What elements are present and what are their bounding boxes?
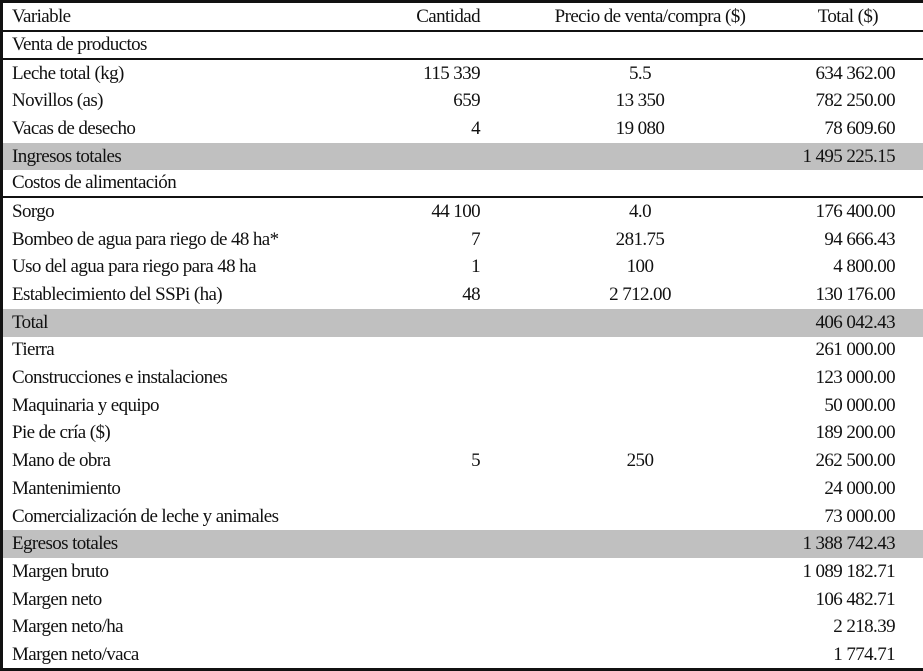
table-header — [3, 3, 923, 32]
cell-variable: Uso del agua para riego para 48 ha — [12, 256, 256, 278]
cell-total: 1 495 225.15 — [802, 145, 895, 167]
cell-variable: Total — [12, 311, 48, 333]
cell-variable: Establecimiento del SSPi (ha) — [12, 284, 223, 306]
table-row — [3, 475, 923, 503]
cell-variable: Mantenimiento — [12, 477, 121, 499]
cell-variable: Margen neto/vaca — [12, 643, 139, 665]
cell-total: 4 800.00 — [833, 256, 895, 278]
cell-cantidad: 44 100 — [431, 200, 480, 222]
table-row — [3, 364, 923, 392]
table-row — [3, 392, 923, 420]
table-row — [3, 198, 923, 226]
cell-variable: Sorgo — [12, 200, 55, 222]
cell-total: 261 000.00 — [815, 339, 895, 361]
cell-total: 1 388 742.43 — [802, 533, 895, 555]
cell-total: 94 666.43 — [824, 228, 895, 250]
table-row — [3, 254, 923, 282]
cell-total: 1 774.71 — [833, 643, 895, 665]
cell-precio: 250 — [626, 450, 654, 472]
cell-variable: Margen bruto — [12, 560, 109, 582]
header-total: Total ($) — [817, 5, 878, 27]
cell-total: 406 042.43 — [815, 311, 895, 333]
table-row — [3, 503, 923, 531]
table-row — [3, 586, 923, 614]
cell-cantidad: 48 — [462, 284, 480, 306]
cell-variable: Costos de alimentación — [12, 172, 177, 194]
cell-precio: 281.75 — [615, 228, 665, 250]
cell-total: 130 176.00 — [815, 284, 895, 306]
cell-variable: Margen neto — [12, 588, 102, 610]
cell-total: 176 400.00 — [815, 200, 895, 222]
table-row — [3, 281, 923, 309]
cell-total: 1 089 182.71 — [802, 560, 895, 582]
section-row — [3, 170, 923, 198]
table-row — [3, 641, 923, 669]
header-precio: Precio de venta/compra ($) — [554, 5, 746, 27]
cell-variable: Egresos totales — [12, 533, 118, 555]
cell-cantidad: 4 — [471, 117, 480, 139]
cell-precio: 4.0 — [629, 200, 651, 222]
cell-total: 123 000.00 — [815, 367, 895, 389]
cell-variable: Tierra — [12, 339, 55, 361]
cell-total: 24 000.00 — [824, 477, 895, 499]
total-row — [3, 530, 923, 558]
cell-precio: 5.5 — [629, 62, 651, 84]
table-row — [3, 337, 923, 365]
cell-cantidad: 5 — [471, 450, 480, 472]
table-row — [3, 420, 923, 448]
cell-variable: Margen neto/ha — [12, 616, 124, 638]
section-row — [3, 32, 923, 60]
cell-variable: Novillos (as) — [12, 90, 103, 112]
cell-variable: Maquinaria y equipo — [12, 394, 159, 416]
cell-precio: 19 080 — [615, 117, 665, 139]
cell-total: 189 200.00 — [815, 422, 895, 444]
table-row — [3, 558, 923, 586]
cell-total: 50 000.00 — [824, 394, 895, 416]
cell-variable: Comercialización de leche y animales — [12, 505, 279, 527]
cell-variable: Construcciones e instalaciones — [12, 367, 228, 389]
cell-variable: Venta de productos — [12, 33, 147, 55]
cell-cantidad: 115 339 — [423, 62, 480, 84]
cell-cantidad: 659 — [453, 90, 480, 112]
cell-total: 73 000.00 — [824, 505, 895, 527]
cell-total: 2 218.39 — [833, 616, 895, 638]
table-row — [3, 226, 923, 254]
cell-precio: 13 350 — [615, 90, 665, 112]
cell-variable: Vacas de desecho — [12, 117, 136, 139]
cell-total: 262 500.00 — [815, 450, 895, 472]
table-row — [3, 613, 923, 641]
cell-total: 78 609.60 — [824, 117, 895, 139]
table-body — [3, 32, 923, 669]
cell-total: 782 250.00 — [815, 90, 895, 112]
table-row — [3, 115, 923, 143]
cell-variable: Leche total (kg) — [12, 62, 124, 84]
cell-variable: Ingresos totales — [12, 145, 122, 167]
cell-variable: Pie de cría ($) — [12, 422, 111, 444]
cell-cantidad: 7 — [471, 228, 480, 250]
cell-total: 634 362.00 — [815, 62, 895, 84]
table-row — [3, 60, 923, 88]
header-variable: Variable — [12, 5, 71, 27]
cell-total: 106 482.71 — [815, 588, 895, 610]
cell-variable: Mano de obra — [12, 450, 111, 472]
cell-precio: 100 — [626, 256, 654, 278]
cell-variable: Bombeo de agua para riego de 48 ha* — [12, 228, 279, 250]
total-row — [3, 309, 923, 337]
total-row — [3, 143, 923, 171]
table-row — [3, 447, 923, 475]
table-row — [3, 87, 923, 115]
cell-cantidad: 1 — [471, 256, 480, 278]
cell-precio: 2 712.00 — [609, 284, 671, 306]
header-cantidad: Cantidad — [416, 5, 480, 27]
